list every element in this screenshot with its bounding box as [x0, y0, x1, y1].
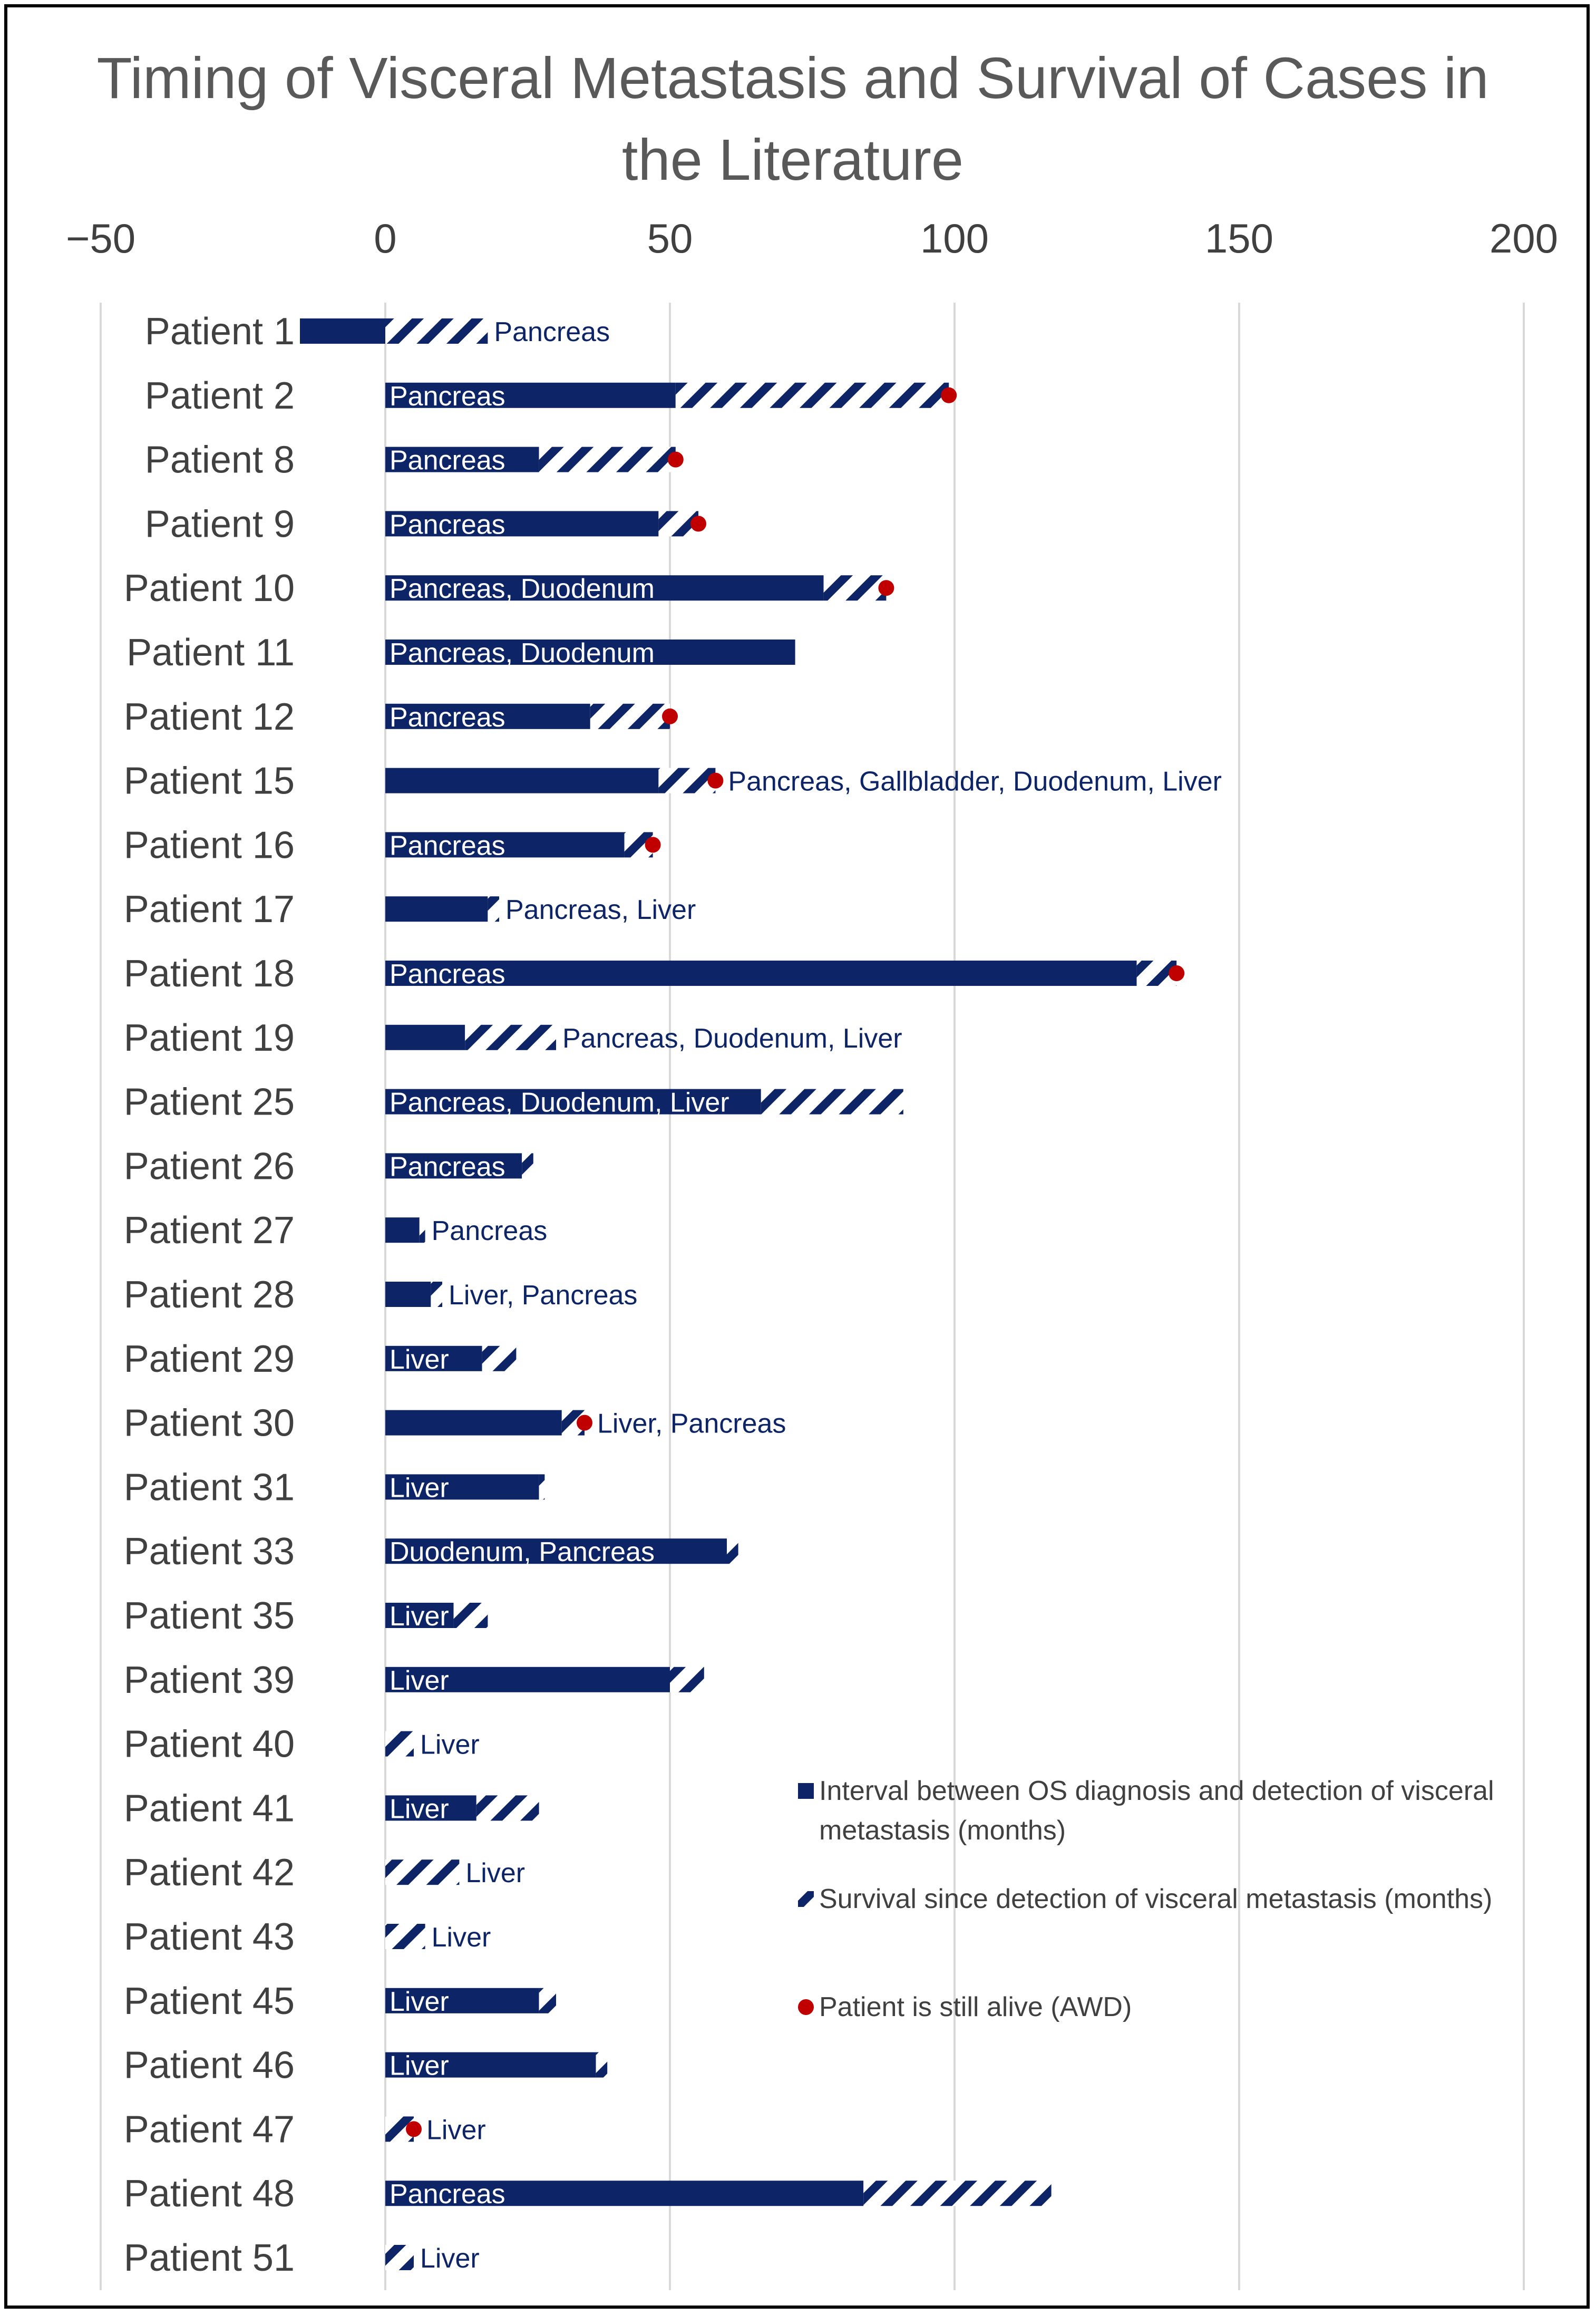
alive-dot: [662, 709, 678, 724]
survival-bar: [539, 447, 676, 472]
site-label: Liver: [390, 1986, 449, 2017]
site-label: Liver: [431, 1922, 491, 1953]
survival-bar: [385, 1859, 459, 1885]
site-label: Liver: [390, 1344, 449, 1375]
x-axis-ticks: [66, 215, 1558, 261]
patient-label: Patient 8: [144, 439, 295, 481]
site-label: Pancreas: [390, 959, 505, 990]
legend: [798, 1776, 1494, 2022]
survival-bar: [482, 1346, 517, 1371]
bar-row: [385, 1151, 533, 1182]
site-label: Pancreas: [390, 445, 505, 476]
patient-label: Patient 16: [123, 824, 295, 867]
chart-frame: [4, 4, 1590, 2309]
survival-bar: [385, 318, 488, 344]
site-label: Pancreas: [390, 702, 505, 733]
bar-row: [385, 1473, 544, 1503]
alive-dot: [1169, 965, 1184, 981]
patient-labels: [124, 311, 295, 2279]
bar-row: [385, 1280, 637, 1311]
interval-bar: [385, 768, 658, 793]
patient-label: Patient 29: [123, 1338, 295, 1380]
alive-dot: [577, 1415, 592, 1431]
bar-row: [385, 509, 706, 540]
legend-label: Interval between OS diagnosis and detection of visceral: [819, 1776, 1494, 1806]
bar-row: [385, 445, 684, 476]
bars: [300, 317, 1222, 2274]
legend-entry: [798, 1992, 1132, 2022]
site-label: Pancreas, Duodenum: [390, 574, 655, 605]
patient-label: Patient 19: [123, 1016, 295, 1059]
survival-bar: [539, 1988, 556, 2013]
interval-bar: [385, 896, 488, 922]
interval-bar: [385, 1217, 420, 1243]
bar-row: [385, 1216, 547, 1246]
survival-bar: [539, 1474, 545, 1499]
alive-dot: [707, 773, 723, 789]
bar-row: [385, 959, 1184, 990]
survival-bar: [465, 1025, 556, 1050]
patient-label: Patient 43: [123, 1916, 295, 1958]
survival-bar: [522, 1153, 533, 1178]
site-label: Pancreas: [431, 1216, 548, 1247]
site-label: Duodenum, Pancreas: [390, 1537, 655, 1568]
chart-title: [96, 46, 1488, 192]
site-label: Pancreas: [494, 317, 610, 347]
site-label: Pancreas: [390, 381, 505, 412]
site-label: Pancreas, Liver: [505, 895, 696, 926]
site-label: Pancreas: [390, 2179, 505, 2210]
site-label: Liver: [426, 2115, 486, 2146]
patient-label: Patient 30: [123, 1402, 295, 1445]
survival-bar: [761, 1089, 903, 1115]
patient-label: Patient 11: [126, 632, 295, 674]
site-label: Liver: [420, 1729, 480, 1760]
alive-dot: [668, 452, 684, 468]
survival-bar: [385, 2245, 414, 2270]
site-label: Pancreas: [390, 1151, 505, 1183]
chart-title-line-1: Timing of Visceral Metastasis and Survival of Cases in: [96, 46, 1489, 111]
patient-label: Patient 33: [123, 1531, 295, 1573]
site-label: Liver: [390, 2050, 449, 2081]
patient-label: Patient 26: [123, 1145, 295, 1188]
patient-label: Patient 46: [123, 2044, 295, 2087]
bar-row: [385, 1987, 556, 2017]
patient-label: Patient 39: [123, 1659, 295, 1701]
bar-row: [385, 1409, 786, 1439]
site-label: Liver: [390, 1665, 449, 1696]
survival-bar: [658, 768, 715, 793]
site-label: Liver: [420, 2243, 480, 2274]
patient-label: Patient 42: [123, 1852, 295, 1894]
bar-row: [385, 702, 678, 733]
patient-label: Patient 35: [123, 1595, 295, 1637]
survival-bar: [824, 575, 887, 600]
patient-label: Patient 10: [123, 567, 295, 610]
alive-dot: [645, 837, 661, 853]
site-label: Pancreas, Duodenum, Liver: [390, 1087, 729, 1118]
patient-label: Patient 27: [123, 1209, 295, 1252]
x-tick-label: 200: [1489, 215, 1559, 261]
legend-entry: [798, 1884, 1492, 1914]
bar-row: [385, 1858, 525, 1888]
patient-label: Patient 40: [123, 1723, 295, 1766]
legend-entry: [798, 1776, 1494, 1846]
patient-label: Patient 1: [144, 311, 295, 353]
bar-row: [385, 2051, 607, 2081]
site-label: Pancreas, Duodenum: [390, 638, 655, 669]
interval-bar: [385, 1025, 465, 1050]
survival-bar: [385, 1731, 414, 1757]
site-label: Liver: [390, 1601, 449, 1632]
legend-swatch-hatched: [798, 1891, 814, 1907]
patient-label: Patient 12: [123, 695, 295, 738]
x-tick-label: 100: [920, 215, 989, 261]
survival-bar: [863, 2181, 1051, 2206]
site-label: Pancreas: [390, 509, 505, 540]
patient-label: Patient 31: [123, 1466, 295, 1509]
interval-bar: [385, 1282, 431, 1307]
survival-bar: [596, 2052, 608, 2078]
site-label: Pancreas, Duodenum, Liver: [562, 1023, 902, 1054]
patient-label: Patient 2: [144, 374, 295, 417]
bar-row: [385, 1537, 738, 1567]
alive-dot: [878, 580, 894, 596]
patient-label: Patient 9: [144, 503, 295, 546]
bar-row: [385, 574, 894, 604]
alive-dot: [690, 516, 706, 531]
legend-label: metastasis (months): [819, 1815, 1066, 1846]
bar-row: [385, 1601, 488, 1632]
x-tick-label: 0: [374, 215, 397, 261]
site-label: Liver: [390, 1794, 449, 1825]
interval-bar: [385, 1410, 562, 1436]
x-tick-label: 150: [1204, 215, 1274, 261]
bar-row: [385, 1665, 704, 1696]
site-label: Pancreas: [390, 830, 505, 861]
bar-row: [385, 895, 696, 925]
interval-bar: [300, 318, 385, 344]
patient-label: Patient 48: [123, 2173, 295, 2215]
patient-label: Patient 17: [123, 888, 295, 931]
patient-label: Patient 25: [123, 1081, 295, 1123]
bar-row: [385, 767, 1222, 797]
site-label: Liver, Pancreas: [597, 1408, 786, 1439]
site-label: Liver, Pancreas: [449, 1280, 638, 1311]
alive-dot: [406, 2121, 422, 2137]
bar-row: [385, 638, 795, 669]
bar-row: [385, 1794, 539, 1824]
patient-label: Patient 41: [123, 1787, 295, 1830]
gridlines: [101, 303, 1524, 2290]
patient-label: Patient 51: [123, 2237, 295, 2279]
bar-row: [385, 2179, 1052, 2210]
survival-bar: [727, 1538, 738, 1564]
bar-row: [385, 1730, 480, 1760]
legend-swatch-dot: [798, 1999, 814, 2015]
patient-label: Patient 28: [123, 1274, 295, 1316]
bar-row: [385, 1344, 516, 1375]
bar-row: [385, 381, 957, 412]
site-label: Liver: [390, 1473, 449, 1504]
bar-row: [385, 1922, 491, 1953]
x-tick-label: −50: [65, 215, 136, 261]
survival-bar: [670, 1667, 704, 1692]
legend-label: Patient is still alive (AWD): [819, 1992, 1132, 2022]
site-label: Pancreas, Gallbladder, Duodenum, Liver: [728, 766, 1222, 797]
survival-bar: [454, 1603, 488, 1628]
survival-bar: [476, 1795, 539, 1820]
survival-bar: [488, 896, 499, 922]
bar-row: [385, 1088, 903, 1118]
survival-bar: [590, 704, 670, 729]
chart-title-line-2: the Literature: [621, 128, 964, 192]
patient-label: Patient 15: [123, 760, 295, 802]
patient-label: Patient 47: [123, 2108, 295, 2151]
bar-row: [385, 1023, 902, 1054]
survival-bar: [431, 1282, 442, 1307]
site-label: Liver: [465, 1858, 525, 1889]
bar-row: [385, 2243, 480, 2274]
patient-label: Patient 18: [123, 953, 295, 995]
survival-bar: [676, 383, 949, 408]
bar-row: [300, 317, 610, 347]
legend-label: Survival since detection of visceral metastasis (months): [819, 1884, 1493, 1914]
bar-row: [385, 830, 661, 861]
bar-row: [385, 2115, 486, 2145]
survival-bar: [385, 1924, 425, 1949]
alive-dot: [941, 388, 957, 403]
x-tick-label: 50: [647, 215, 693, 261]
survival-bar: [420, 1217, 425, 1243]
patient-label: Patient 45: [123, 1980, 295, 2022]
legend-swatch-solid: [798, 1783, 814, 1799]
visceral-metastasis-chart: [7, 7, 1587, 2306]
